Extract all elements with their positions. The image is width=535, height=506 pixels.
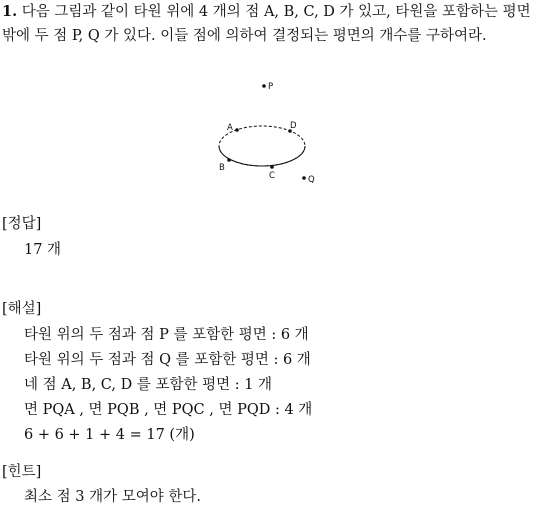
- problem-text: 다음 그림과 같이 타원 위에 4 개의 점 A, B, C, D 가 있고, 타원을 포함하는 평면 밖에 두 점 P, Q 가 있다. 이들 점에 의하여 결정되는 평면의 개수를 구하여라.: [2, 4, 531, 44]
- solution-line-2: 타원 위의 두 점과 점 Q 를 포함한 평면 : 6 개: [24, 352, 311, 368]
- answer-value: 17 개: [24, 242, 62, 258]
- point-b-label: B: [219, 163, 225, 173]
- point-a-dot: [235, 128, 239, 132]
- solution-line-1: 타원 위의 두 점과 점 P 를 포함한 평면 : 6 개: [24, 327, 309, 343]
- point-c-dot: [270, 165, 274, 169]
- answer-label: [정답]: [2, 216, 42, 232]
- point-a-label: A: [227, 123, 233, 133]
- point-q-dot: [302, 176, 306, 180]
- problem-number: 1.: [2, 3, 18, 20]
- hint-label: [힌트]: [2, 464, 42, 480]
- hint-text: 최소 점 3 개가 모여야 한다.: [24, 489, 201, 505]
- solution-line-5: 6 + 6 + 1 + 4 = 17 (개): [24, 427, 195, 443]
- point-b-dot: [227, 158, 231, 162]
- ellipse-front-arc: [219, 146, 305, 166]
- point-p-label: P: [268, 82, 274, 92]
- ellipse-diagram: [208, 76, 328, 192]
- solution-line-4: 면 PQA , 면 PQB , 면 PQC , 면 PQD : 4 개: [24, 402, 313, 418]
- solution-label: [해설]: [2, 301, 42, 317]
- solution-line-3: 네 점 A, B, C, D 를 포함한 평면 : 1 개: [24, 377, 273, 393]
- point-c-label: C: [269, 171, 275, 181]
- ellipse-figure: [208, 76, 328, 192]
- point-q-label: Q: [308, 175, 315, 185]
- problem-statement: [2, 0, 533, 48]
- point-d-label: D: [290, 121, 297, 131]
- point-p-dot: [262, 84, 266, 88]
